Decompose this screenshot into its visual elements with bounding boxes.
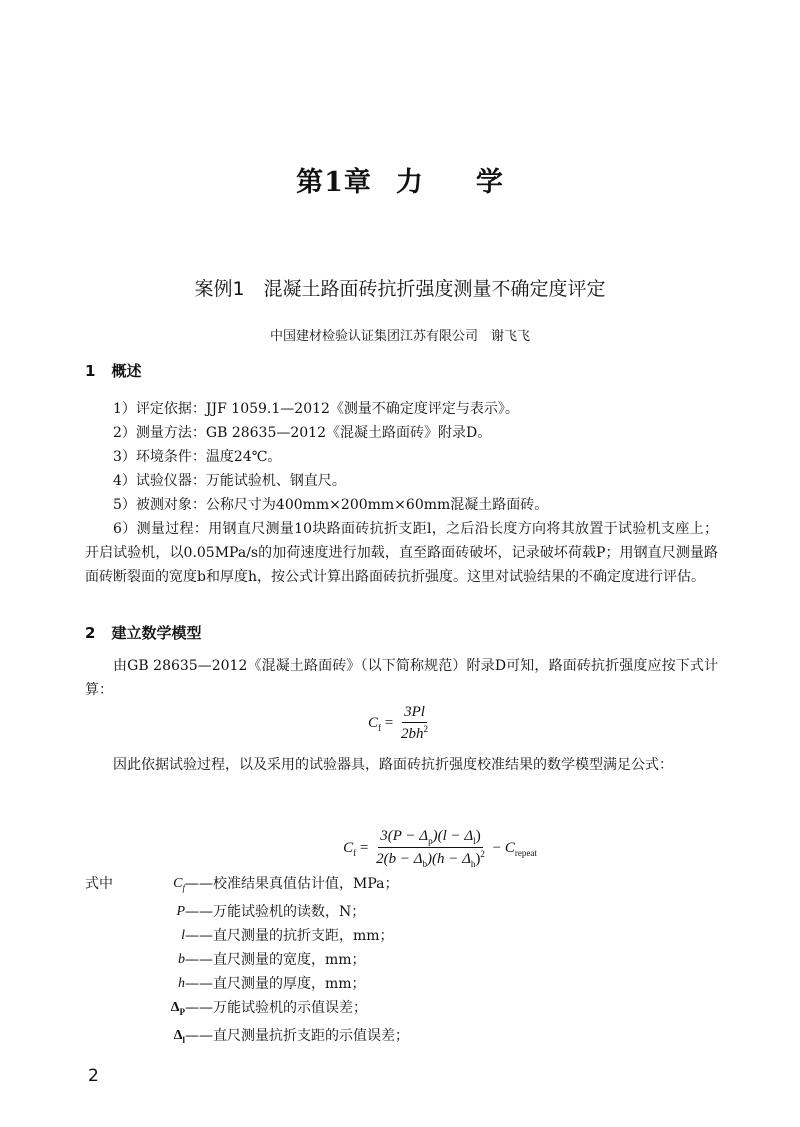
- item-1: 1）评定依据：JJF 1059.1—2012《测量不确定度评定与表示》。: [113, 401, 519, 417]
- section-2-para-1: 由GB 28635—2012《混凝土路面砖》（以下简称规范）附录D可知，路面砖抗折强度应按下式计算：: [85, 658, 718, 698]
- item-3: 3）环境条件：温度24℃。: [113, 449, 282, 465]
- page-number: 2: [88, 1066, 99, 1086]
- definition-row: h ——直尺测量的厚度，mm；: [178, 975, 366, 992]
- section-2-para-2: 因此依据试验过程，以及采用的试验器具，路面砖抗折强度校准结果的数学模型满足公式：: [113, 757, 673, 773]
- formula-2: $C_f$ = $\frac{3(P - \Delta_p)(l - \Delta_l)}{2(b - \Delta_b)(h - \Delta_h)^2}$ − $C_{repeat}$: [343, 828, 537, 869]
- definition-row: $C_f$ ——校准结果真值估计值，MPa；: [173, 876, 399, 893]
- item-5: 5）被测对象：公称尺寸为400mm×200mm×60mm混凝土路面砖。: [113, 497, 549, 513]
- definition-row: $\Delta_P$ ——万能试验机的示值误差；: [170, 999, 367, 1017]
- chapter-title: 第1章 力 学: [296, 167, 504, 198]
- section-1-heading: 1 概述: [85, 362, 142, 380]
- item-2: 2）测量方法：GB 28635—2012《混凝土路面砖》附录D。: [113, 425, 492, 441]
- item-6: 6）测量过程：用钢直尺测量10块路面砖抗折支距l，之后沿长度方向将其放置于试验机支座上；开启试验机，以0.05MPa/s的加荷速度进行加载，直至路面砖破坏，记录破坏荷载P；用钢直尺测量路面砖断裂面的宽度b和厚度h，按公式计算出路面砖抗折强度。这里对试验结果的不确定度进行评估。: [85, 521, 718, 585]
- definition-row: l ——直尺测量的抗折支距，mm；: [181, 927, 394, 944]
- formula-1: $C_f$ = $\frac{3Pl}{2bh^2}$: [368, 704, 428, 742]
- definition-row: $\Delta_l$ ——直尺测量抗折支距的示值误差；: [173, 1027, 409, 1045]
- variable-definitions: [85, 872, 585, 1051]
- case-title: 案例1 混凝土路面砖抗折强度测量不确定度评定: [194, 278, 606, 300]
- author-line: 中国建材检验认证集团江苏有限公司 谢飞飞: [269, 329, 530, 344]
- section-2-heading: 2 建立数学模型: [85, 624, 202, 642]
- definition-row: b ——直尺测量的宽度，mm；: [178, 951, 366, 968]
- definition-row: P ——万能试验机的读数，N；: [176, 903, 366, 920]
- where-label: 式中: [85, 876, 113, 892]
- item-4: 4）试验仪器：万能试验机、钢直尺。: [113, 473, 346, 489]
- section-1-body: [85, 397, 718, 589]
